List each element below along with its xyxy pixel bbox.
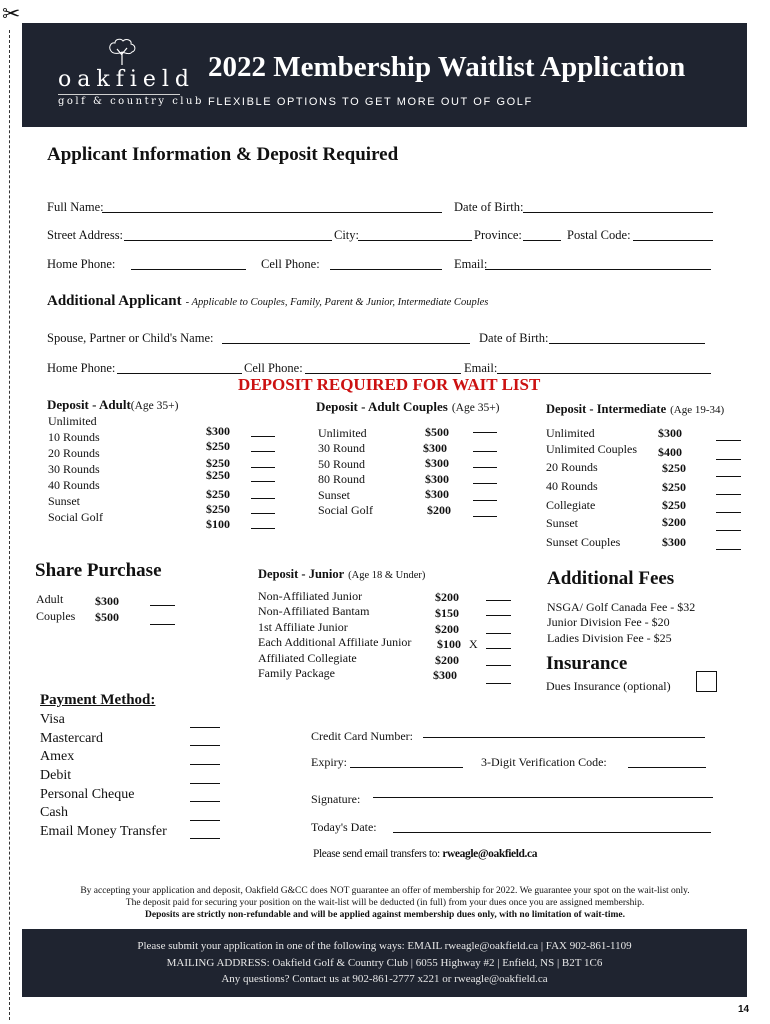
additional-home-phone-label: Home Phone: [47,361,116,375]
page-number: 14 [738,1004,750,1015]
intermediate-item: 20 Rounds [546,460,598,474]
street-label: Street Address: [47,228,124,242]
adult-price: $250 [206,487,230,501]
additional-applicant-heading: Additional Applicant [47,293,182,309]
fee-item: Ladies Division Fee - $25 [547,631,672,645]
couples-item: Social Golf [318,503,373,517]
adult-item: 40 Rounds [48,478,100,492]
payment-select-line[interactable] [190,801,220,802]
share-select-line[interactable] [150,624,175,625]
page-subtitle: FLEXIBLE OPTIONS TO GET MORE OUT OF GOLF [208,96,533,108]
adult-item: Unlimited [48,414,97,428]
intermediate-price: $250 [662,461,686,475]
footer-contact-line: Any questions? Contact us at 902-861-2777 x221 or rweagle@oakfield.ca [221,973,548,985]
intermediate-item: Unlimited Couples [546,442,637,456]
couples-price: $500 [425,425,449,439]
dob-field[interactable] [523,212,713,213]
payment-select-line[interactable] [190,727,220,728]
couples-price: $300 [425,487,449,501]
payment-item: Amex [40,749,75,764]
header-banner [22,23,747,127]
credit-card-number-label: Credit Card Number: [311,729,413,743]
additional-fees-heading: Additional Fees [547,568,675,589]
email-transfer-note-text: Please send email transfers to: [313,848,440,860]
junior-select-line[interactable] [486,615,511,616]
fee-item: NSGA/ Golf Canada Fee - $32 [547,600,696,614]
share-item: Couples [36,609,76,623]
couples-select-line[interactable] [473,516,497,517]
couples-price: $300 [423,441,447,455]
couples-item: 30 Round [318,441,366,455]
street-field[interactable] [124,240,332,241]
couples-item: 50 Round [318,457,366,471]
junior-age: (Age 18 & Under) [348,570,426,581]
home-phone-label: Home Phone: [47,257,116,271]
todays-date-label: Today's Date: [311,820,377,834]
couples-select-line[interactable] [473,451,497,452]
junior-select-line[interactable] [486,600,511,601]
junior-price: $150 [435,606,459,620]
payment-item: Mastercard [40,731,103,746]
adult-age: (Age 35+) [130,400,179,412]
footer-banner [22,929,747,997]
adult-item: Sunset [48,494,81,508]
disclaimer-line: By accepting your application and deposit, Oakfield G&CC does NOT guarantee an offer of membership for 2022. We guarantee your spot on the wait-list only. [80,886,690,896]
couples-select-line[interactable] [473,500,497,501]
adult-heading-row [47,396,178,414]
couples-item: Sunset [318,488,351,502]
intermediate-select-line[interactable] [716,494,741,495]
fee-item: Junior Division Fee - $20 [547,615,670,629]
additional-home-phone-field[interactable] [117,373,242,374]
additional-applicant-note: - Applicable to Couples, Family, Parent & Junior, Intermediate Couples [185,297,489,308]
adult-price: $100 [206,517,230,531]
junior-select-line[interactable] [486,648,511,649]
email-transfer-address: rweagle@oakfield.ca [442,848,538,860]
spouse-field[interactable] [222,343,470,344]
junior-item: 1st Affiliate Junior [258,620,348,634]
junior-select-line[interactable] [486,633,511,634]
junior-select-line[interactable] [486,683,511,684]
intermediate-select-line[interactable] [716,530,741,531]
additional-applicant-heading-row [47,292,488,310]
logo-divider [58,94,180,95]
intermediate-heading: Deposit - Intermediate [546,402,667,416]
couples-price: $200 [427,503,451,517]
adult-select-line[interactable] [251,467,275,468]
couples-price: $300 [425,472,449,486]
payment-select-line[interactable] [190,783,220,784]
adult-select-line[interactable] [251,451,275,452]
dues-insurance-checkbox[interactable] [696,671,717,692]
disclaimer [0,885,770,921]
junior-item: Family Package [258,666,335,680]
cell-phone-label: Cell Phone: [261,257,320,271]
payment-item: Email Money Transfer [40,824,167,839]
couples-select-line[interactable] [473,483,497,484]
city-field[interactable] [358,240,472,241]
junior-heading: Deposit - Junior [258,567,345,581]
intermediate-select-line[interactable] [716,476,741,477]
junior-select-line[interactable] [486,665,511,666]
couples-age: (Age 35+) [451,402,500,414]
signature-field[interactable] [373,797,713,798]
intermediate-item: Sunset [546,516,579,530]
email-label: Email: [454,257,488,271]
cut-line [9,30,10,1020]
intermediate-price: $250 [662,480,686,494]
payment-select-line[interactable] [190,838,220,839]
junior-heading-row [258,565,425,583]
signature-label: Signature: [311,792,361,806]
payment-item: Visa [40,712,65,727]
share-price: $500 [95,610,119,624]
intermediate-price: $250 [662,498,686,512]
logo-wordmark: oakfield [58,67,196,92]
couples-price: $300 [425,456,449,470]
postal-label: Postal Code: [567,228,631,242]
couples-select-line[interactable] [473,432,497,433]
couples-select-line[interactable] [473,467,497,468]
payment-item: Cash [40,805,68,820]
adult-item: Social Golf [48,510,103,524]
intermediate-select-line[interactable] [716,440,741,441]
province-field[interactable] [523,240,561,241]
cell-phone-field[interactable] [330,269,442,270]
adult-select-line[interactable] [251,436,275,437]
intermediate-select-line[interactable] [716,459,741,460]
payment-item: Personal Cheque [40,787,135,802]
postal-field[interactable] [633,240,713,241]
disclaimer-line: The deposit paid for securing your position on the wait-list will be deducted (in full) from your dues once you are assigned membership. [125,898,645,908]
adult-select-line[interactable] [251,481,275,482]
payment-select-line[interactable] [190,820,220,821]
junior-item: Affiliated Collegiate [258,651,357,665]
adult-price: $300 [206,424,230,438]
junior-multiplier: X [469,637,478,651]
credit-card-number-field[interactable] [423,737,705,738]
adult-price: $250 [206,439,230,453]
spouse-label: Spouse, Partner or Child's Name: [47,331,214,345]
page-title: 2022 Membership Waitlist Application [208,51,686,83]
share-item: Adult [36,592,64,606]
payment-method-heading: Payment Method: [40,692,156,708]
tree-logo-icon [106,37,138,67]
couples-heading: Deposit - Adult Couples [316,399,448,414]
junior-price: $300 [433,668,457,682]
additional-email-field[interactable] [497,373,711,374]
payment-item: Debit [40,768,72,783]
email-transfer-note [313,848,537,860]
intermediate-item: Collegiate [546,498,596,512]
share-select-line[interactable] [150,605,175,606]
share-price: $300 [95,594,119,608]
email-field[interactable] [485,269,711,270]
junior-price: $200 [435,622,459,636]
adult-heading: Deposit - Adult [47,397,131,412]
adult-select-line[interactable] [251,498,275,499]
applicant-heading: Applicant Information & Deposit Required [47,144,399,165]
cvv-field[interactable] [628,767,706,768]
todays-date-field[interactable] [393,832,711,833]
adult-item: 20 Rounds [48,446,100,460]
adult-price: $250 [206,468,230,482]
intermediate-age: (Age 19-34) [670,404,725,416]
scissors-icon: ✂ [2,2,21,27]
additional-cell-phone-field[interactable] [305,373,461,374]
insurance-heading: Insurance [546,653,628,674]
intermediate-price: $400 [658,445,682,459]
intermediate-price: $200 [662,515,686,529]
adult-price: $250 [206,502,230,516]
additional-email-label: Email: [464,361,498,375]
city-label: City: [334,228,360,242]
dob-label: Date of Birth: [454,200,524,214]
junior-price: $200 [435,590,459,604]
full-name-label: Full Name: [47,200,104,214]
expiry-label: Expiry: [311,755,347,769]
payment-select-line[interactable] [190,745,220,746]
adult-select-line[interactable] [251,528,275,529]
couples-item: 80 Round [318,472,366,486]
additional-dob-label: Date of Birth: [479,331,549,345]
deposit-required-banner: DEPOSIT REQUIRED FOR WAIT LIST [238,375,541,394]
junior-item: Non-Affiliated Bantam [258,604,370,618]
share-purchase-heading: Share Purchase [35,560,162,581]
additional-cell-phone-label: Cell Phone: [244,361,303,375]
intermediate-select-line[interactable] [716,549,741,550]
junior-item: Each Additional Affiliate Junior [258,635,412,649]
expiry-field[interactable] [350,767,463,768]
footer-address-line: MAILING ADDRESS: Oakfield Golf & Country Club | 6055 Highway #2 | Enfield, NS | B2T 1C6 [166,957,603,969]
junior-price: $100 [437,637,461,651]
additional-dob-field[interactable] [549,343,705,344]
footer-submit-line: Please submit your application in one of the following ways: EMAIL rweagle@oakfield.ca | FAX 902-861-1109 [137,940,632,952]
intermediate-price: $300 [662,535,686,549]
adult-select-line[interactable] [251,513,275,514]
intermediate-heading-row [546,400,724,418]
junior-item: Non-Affiliated Junior [258,589,363,603]
intermediate-select-line[interactable] [716,512,741,513]
home-phone-field[interactable] [131,269,246,270]
adult-item: 30 Rounds [48,462,100,476]
disclaimer-line: Deposits are strictly non-refundable and will be applied against membership dues only, with no limitation of wait-time. [145,910,625,920]
province-label: Province: [474,228,522,242]
logo-tagline: golf & country club [58,96,204,107]
payment-select-line[interactable] [190,764,220,765]
dues-insurance-label: Dues Insurance (optional) [546,679,671,693]
intermediate-item: 40 Rounds [546,479,598,493]
full-name-field[interactable] [102,212,442,213]
adult-item: 10 Rounds [48,430,100,444]
intermediate-item: Unlimited [546,426,595,440]
adult-price: $250 [206,456,230,470]
couples-heading-row [316,398,500,416]
intermediate-item: Sunset Couples [546,535,621,549]
intermediate-price: $300 [658,426,682,440]
couples-item: Unlimited [318,426,367,440]
cvv-label: 3-Digit Verification Code: [481,755,607,769]
junior-price: $200 [435,653,459,667]
